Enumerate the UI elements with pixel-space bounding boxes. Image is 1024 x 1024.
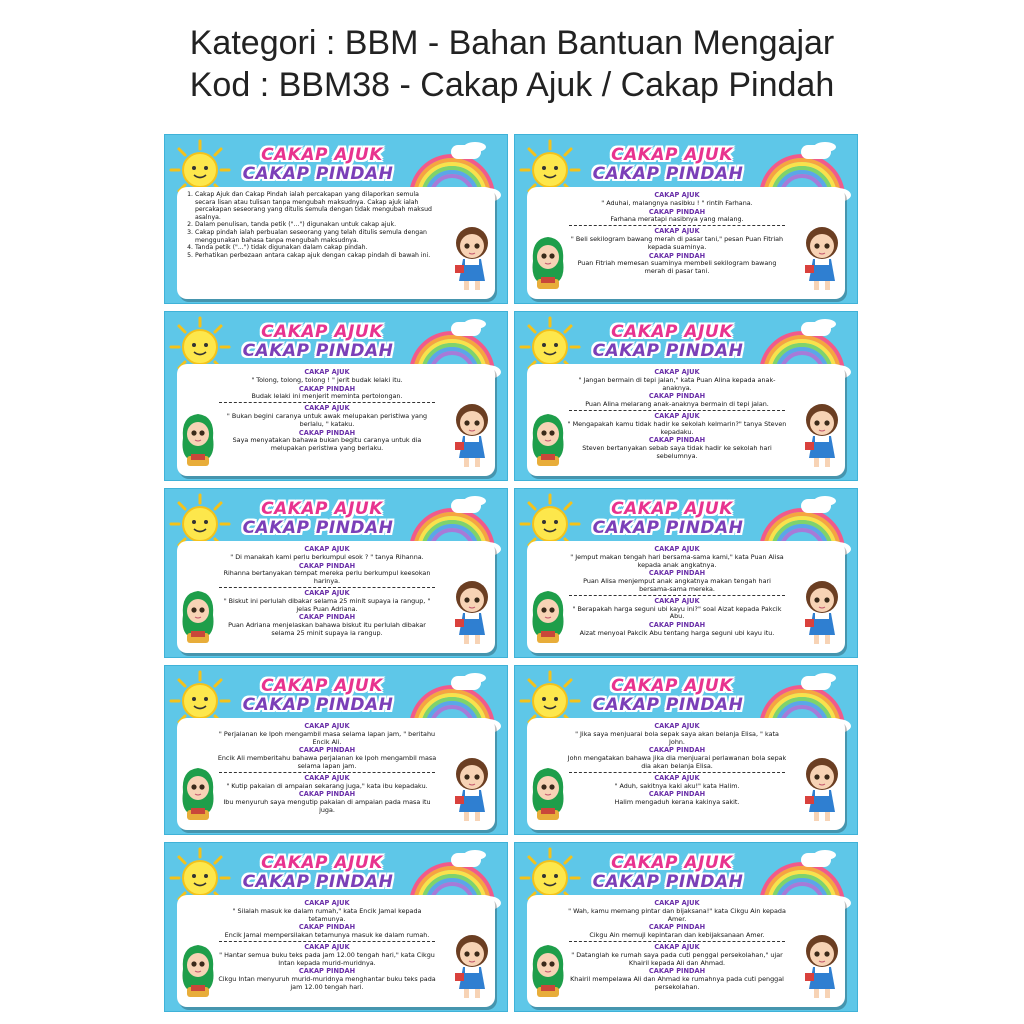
girl-hijab-icon [179,939,217,1001]
girl-student-icon [451,577,493,649]
cakap-pindah-text: Rihanna bertanyakan tempat mereka perlu berkumpul keesokan harinya. [223,569,431,586]
lesson-card [164,665,508,835]
card-title-ajuk: CAKAP AJUK [261,676,383,696]
cakap-ajuk-label: CAKAP AJUK [304,404,350,413]
card-title-pindah: CAKAP PINDAH [242,695,394,715]
card-content [217,722,437,826]
cakap-ajuk-label: CAKAP AJUK [654,722,700,730]
cakap-pindah-text: Aizat menyoal Pakcik Abu tentang harga seguni ubi kayu itu. [579,628,775,637]
cakap-ajuk-label: CAKAP AJUK [304,773,350,782]
cakap-ajuk-text: " Jemput makan tengah hari bersama-sama kami," kata Puan Alisa kepada anak angkatnya. [570,552,784,569]
card-title-ajuk: CAKAP AJUK [611,322,733,342]
cakap-ajuk-text: " Berapakah harga seguni ubi kayu ini?" soal Aizat kepada Pakcik Abu. [572,604,782,621]
card-title-ajuk: CAKAP AJUK [261,499,383,519]
card-title-pindah: CAKAP PINDAH [242,341,394,361]
cakap-pindah-text: Puan Alina melarang anak-anaknya bermain di tepi jalan. [585,400,769,409]
cakap-ajuk-label: CAKAP AJUK [304,722,350,730]
cakap-ajuk-label: CAKAP AJUK [654,596,700,605]
cakap-pindah-text: John mengatakan bahawa jika dia menjuarai perlawanan bola sepak dia akan belanja Elisa. [567,754,787,770]
card-panel [527,364,845,476]
card-content [567,899,787,1003]
card-content [567,545,787,649]
cakap-pindah-text: Khairil mempelawa Ali dan Ahmad ke rumahnya pada cuti penggal persekolahan. [570,975,784,991]
cakap-ajuk-text: " Perjalanan ke Ipoh mengambil masa selama lapan jam, " beritahu Encik Ali. [218,729,436,746]
lesson-card [514,134,858,304]
intro-item: 3. Cakap pindah ialah perbualan seseorang yang telah ditulis semula dengan menggunakan bahasa tanpa mengubah maksudnya. [195,229,441,244]
girl-hijab-icon [529,762,567,824]
girl-student-icon [451,931,493,1003]
card-content [217,545,437,649]
card-content [567,368,787,472]
card-title-pindah: CAKAP PINDAH [592,341,744,361]
lesson-card [164,311,508,481]
dashed-divider [219,587,435,588]
cakap-pindah-label: CAKAP PINDAH [648,746,706,755]
intro-item: 2. Dalam penulisan, tanda petik ("...") digunakan untuk cakap ajuk. [195,221,441,229]
cakap-pindah-label: CAKAP PINDAH [298,384,356,393]
card-panel [527,541,845,653]
cakap-ajuk-label: CAKAP AJUK [654,368,700,376]
cakap-pindah-label: CAKAP PINDAH [298,561,356,570]
card-title-pindah: CAKAP PINDAH [242,518,394,538]
cakap-pindah-label: CAKAP PINDAH [648,436,706,445]
cakap-ajuk-label: CAKAP AJUK [304,545,350,553]
dashed-divider [219,402,435,403]
cakap-pindah-label: CAKAP PINDAH [298,790,356,799]
cakap-pindah-text: Ibu menyuruh saya mengutip pakaian di ampaian pada masa itu juga. [223,798,431,814]
card-title-ajuk: CAKAP AJUK [261,322,383,342]
intro-ordered-list [183,191,441,259]
intro-item: 1. Cakap Ajuk dan Cakap Pindah ialah percakapan yang dilaporkan semula secara lisan atau tulisan tanpa mengubah maksudnya. Cakap ajuk ialah percakapan seseorang yang ditulis semula dengan tidak mengubah maksud asalnya. [195,191,441,221]
cakap-ajuk-label: CAKAP AJUK [654,942,700,951]
cakap-pindah-text: Cikgu Ain memuji kepintaran dan kebijaksanaan Amer. [589,931,765,940]
cakap-pindah-text: Puan Fitriah memesan suaminya membeli sekilogram bawang merah di pasar tani. [577,259,777,276]
card-title-ajuk: CAKAP AJUK [611,499,733,519]
cakap-pindah-text: Steven bertanyakan sebab saya tidak hadir ke sekolah hari sebelumnya. [582,444,772,460]
dashed-divider [569,225,785,226]
lesson-card [164,488,508,658]
cakap-pindah-label: CAKAP PINDAH [648,967,706,976]
card-panel [527,187,845,299]
cakap-ajuk-text: " Tolong, tolong, tolong ! " jerit budak lelaki itu. [251,375,403,384]
cakap-pindah-text: Halim mengaduh kerana kakinya sakit. [614,798,740,807]
cakap-pindah-text: Encik Jamal mempersilakan tetamunya masuk ke dalam rumah. [224,931,430,940]
cakap-pindah-text: Farhana meratapi nasibnya yang malang. [610,215,744,224]
cakap-ajuk-text: " Datanglah ke rumah saya pada cuti penggal persekolahan," ujar Khairil kepada Ali dan Ahmad. [571,950,783,967]
girl-hijab-icon [179,762,217,824]
dashed-divider [219,772,435,773]
card-grid [164,134,862,1006]
header-code: Kod : BBM38 - Cakap Ajuk / Cakap Pindah [189,66,835,104]
card-title-ajuk: CAKAP AJUK [261,853,383,873]
girl-student-icon [451,223,493,295]
cakap-ajuk-label: CAKAP AJUK [654,773,700,782]
card-content [217,368,437,472]
card-content [217,899,437,1003]
cakap-ajuk-text: " Wah, kamu memang pintar dan bijaksana!" kata Cikgu Ain kepada Amer. [568,906,786,923]
cakap-ajuk-text: " Hantar semua buku teks pada jam 12.00 tengah hari," kata Cikgu Intan kepada murid-muridnya. [219,950,435,967]
intro-list [183,191,441,295]
dashed-divider [569,595,785,596]
cakap-pindah-label: CAKAP PINDAH [298,428,356,437]
cakap-ajuk-label: CAKAP AJUK [304,899,350,907]
girl-hijab-icon [179,585,217,647]
cakap-ajuk-label: CAKAP AJUK [654,411,700,420]
girl-student-icon [801,931,843,1003]
cakap-ajuk-label: CAKAP AJUK [654,227,700,236]
cakap-pindah-text: Encik Ali memberitahu bahawa perjalanan ke Ipoh mengambil masa selama lapan jam. [217,754,437,770]
card-title-ajuk: CAKAP AJUK [611,145,733,165]
lesson-card [514,665,858,835]
dashed-divider [569,941,785,942]
cakap-pindah-label: CAKAP PINDAH [298,923,356,932]
cakap-pindah-label: CAKAP PINDAH [648,790,706,799]
lesson-card [514,311,858,481]
header-category: Kategori : BBM - Bahan Bantuan Mengajar [189,24,835,62]
cakap-ajuk-label: CAKAP AJUK [304,942,350,951]
cakap-ajuk-label: CAKAP AJUK [654,545,700,553]
lesson-card [164,134,508,304]
cakap-pindah-label: CAKAP PINDAH [648,251,706,260]
cakap-pindah-label: CAKAP PINDAH [648,569,706,578]
cakap-pindah-text: Puan Adriana menjelaskan bahawa biskut itu perlulah dibakar selama 25 minit supaya ia rangup. [228,621,426,637]
cakap-ajuk-text: " Silalah masuk ke dalam rumah," kata Encik Jamal kepada tetamunya. [232,906,422,923]
cakap-ajuk-text: " Biskut ini perlulah dibakar selama 25 minit supaya ia rangup, " jelas Puan Adriana. [223,596,431,613]
card-title-pindah: CAKAP PINDAH [242,164,394,184]
dashed-divider [569,410,785,411]
cakap-ajuk-text: " Jika saya menjuarai bola sepak saya akan belanja Elisa, " kata John. [575,729,779,746]
card-panel [177,541,495,653]
cakap-pindah-label: CAKAP PINDAH [298,746,356,755]
cakap-ajuk-label: CAKAP AJUK [304,588,350,597]
cakap-ajuk-label: CAKAP AJUK [304,368,350,376]
cakap-ajuk-text: " Aduhai, malangnya nasibku ! " rintih Farhana. [601,198,753,207]
cakap-pindah-text: Saya menyatakan bahawa bukan begitu caranya untuk dia melupakan peristiwa yang berlaku. [232,436,422,453]
cakap-ajuk-label: CAKAP AJUK [654,191,700,199]
girl-hijab-icon [529,231,567,293]
card-content [567,191,787,295]
cakap-ajuk-text: " Jangan bermain di tepi jalan," kata Puan Alina kepada anak-anaknya. [578,375,776,392]
cakap-ajuk-text: " Beli sekilogram bawang merah di pasar tani," pesan Puan Fitriah kepada suaminya. [570,234,784,251]
card-title-pindah: CAKAP PINDAH [592,164,744,184]
card-title-pindah: CAKAP PINDAH [592,695,744,715]
cakap-pindah-label: CAKAP PINDAH [298,613,356,622]
cakap-pindah-label: CAKAP PINDAH [648,392,706,401]
girl-student-icon [801,400,843,472]
cakap-ajuk-text: " Kutip pakaian di ampaian sekarang juga," kata ibu kepadaku. [226,781,428,790]
cakap-ajuk-text: " Bukan begini caranya untuk awak melupakan peristiwa yang berlalu, " kataku. [226,411,428,428]
intro-item: 5. Perhatikan perbezaan antara cakap ajuk dengan cakap pindah di bawah ini. [195,252,441,260]
card-title-ajuk: CAKAP AJUK [611,676,733,696]
card-title-ajuk: CAKAP AJUK [611,853,733,873]
cakap-pindah-text: Cikgu Intan menyuruh murid-muridnya menghantar buku teks pada jam 12.00 tengah hari. [218,975,436,991]
girl-hijab-icon [529,585,567,647]
cakap-ajuk-text: " Aduh, sakitnya kaki aku!" kata Halim. [614,781,740,790]
cakap-pindah-label: CAKAP PINDAH [648,621,706,630]
card-panel [177,718,495,830]
girl-student-icon [451,754,493,826]
card-title-pindah: CAKAP PINDAH [242,872,394,892]
girl-hijab-icon [529,939,567,1001]
card-content [567,722,787,826]
cakap-ajuk-label: CAKAP AJUK [654,899,700,907]
intro-item: 4. Tanda petik ("...") tidak digunakan dalam cakap pindah. [195,244,441,252]
card-title-pindah: CAKAP PINDAH [592,872,744,892]
dashed-divider [219,941,435,942]
card-panel [177,187,495,299]
cakap-ajuk-text: " Di manakah kami perlu berkumpul esok ? " tanya Rihanna. [230,552,424,561]
cakap-pindah-label: CAKAP PINDAH [648,207,706,216]
lesson-card [164,842,508,1012]
card-panel [527,895,845,1007]
card-panel [177,895,495,1007]
girl-student-icon [451,400,493,472]
cakap-pindah-label: CAKAP PINDAH [648,923,706,932]
lesson-card [514,488,858,658]
girl-student-icon [801,577,843,649]
cakap-ajuk-text: " Mengapakah kamu tidak hadir ke sekolah kelmarin?" tanya Steven kepadaku. [567,419,787,436]
cakap-pindah-text: Puan Alisa menjemput anak angkatnya makan tengah hari bersama-sama mereka. [583,577,771,593]
card-title-ajuk: CAKAP AJUK [261,145,383,165]
lesson-card [514,842,858,1012]
girl-student-icon [801,223,843,295]
card-panel [527,718,845,830]
card-panel [177,364,495,476]
page-header [0,22,1024,106]
girl-hijab-icon [179,408,217,470]
card-title-pindah: CAKAP PINDAH [592,518,744,538]
girl-student-icon [801,754,843,826]
girl-hijab-icon [529,408,567,470]
cakap-pindah-text: Budak lelaki ini menjerit meminta pertolongan. [251,392,403,401]
dashed-divider [569,772,785,773]
cakap-pindah-label: CAKAP PINDAH [298,967,356,976]
